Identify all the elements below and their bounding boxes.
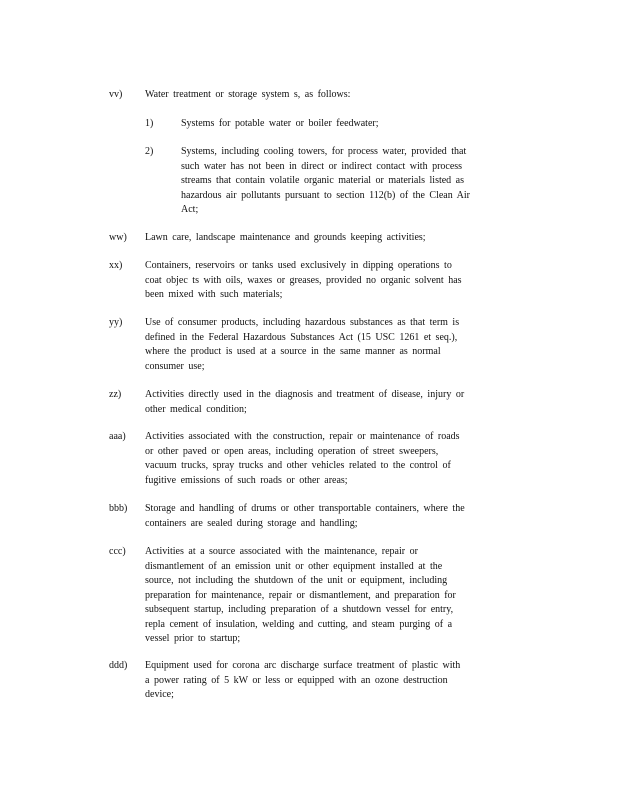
- text-line: defined in the Federal Hazardous Substances Act (15 USC 1261 et seq.),: [145, 331, 458, 343]
- text-line: Activities associated with the construction, repair or maintenance of roads: [145, 431, 460, 442]
- text-line: vacuum trucks, spray trucks and other vehicles related to the control of: [145, 460, 451, 471]
- item-text: [145, 231, 507, 246]
- item-text: [145, 545, 507, 647]
- item-label: xx): [109, 260, 123, 271]
- item-label: ww): [109, 232, 127, 243]
- item-text: [145, 316, 507, 374]
- item-label: ccc): [109, 546, 126, 557]
- text-line: vessel prior to startup;: [145, 633, 241, 644]
- text-line: such water has not been in direct or indirect contact with process: [181, 160, 463, 172]
- text-line: Use of consumer products, including hazardous substances as that term is: [145, 317, 460, 328]
- item-label: bbb): [109, 503, 128, 514]
- text-line: containers are sealed during storage and handling;: [145, 517, 358, 529]
- sub-item-label: 1): [145, 118, 154, 129]
- text-line: subsequent startup, including preparation of a shutdown vessel for entry,: [145, 604, 454, 615]
- item-text: [145, 259, 507, 303]
- text-line: Equipment used for corona arc discharge surface treatment of plastic with: [145, 660, 461, 671]
- text-line: Water treatment or storage system s, as follows:: [145, 89, 351, 100]
- text-line: repla cement of insulation, welding and cutting, and steam purging of a: [145, 618, 453, 630]
- item-text: [145, 430, 507, 488]
- text-line: fugitive emissions of such roads or other areas;: [145, 474, 348, 486]
- item-label: yy): [109, 317, 123, 328]
- text-line: Activities at a source associated with the maintenance, repair or: [145, 546, 418, 557]
- text-line: where the product is used at a source in the same manner as normal: [145, 346, 441, 357]
- item-text: [145, 388, 507, 417]
- text-line: consumer use;: [145, 360, 205, 372]
- text-line: or other paved or open areas, including operation of street sweepers,: [145, 445, 439, 457]
- text-line: a power rating of 5 kW or less or equipped with an ozone destruction: [145, 674, 448, 686]
- text-line: Lawn care, landscape maintenance and grounds keeping activities;: [145, 232, 426, 243]
- text-line: been mixed with such materials;: [145, 289, 283, 300]
- text-line: Activities directly used in the diagnosis and treatment of disease, injury or: [145, 389, 465, 400]
- item-text: [145, 88, 507, 103]
- item-label: vv): [109, 89, 123, 100]
- text-line: preparation for maintenance, repair or dismantlement, and preparation for: [145, 589, 456, 601]
- text-line: streams that contain volatile organic material or materials listed as: [181, 175, 465, 186]
- sub-item-text: [181, 117, 507, 132]
- text-line: Act;: [181, 204, 199, 215]
- text-line: device;: [145, 689, 174, 700]
- text-line: dismantlement of an emission unit or other equipment installed at the: [145, 560, 443, 572]
- text-line: hazardous air pollutants pursuant to section 112(b) of the Clean Air: [181, 189, 471, 201]
- item-label: ddd): [109, 660, 128, 671]
- item-label: aaa): [109, 431, 126, 442]
- text-line: other medical condition;: [145, 403, 247, 415]
- text-line: coat objec ts with oils, waxes or greases, provided no organic solvent has: [145, 274, 462, 286]
- text-line: Storage and handling of drums or other transportable containers, where the: [145, 503, 465, 514]
- text-line: Systems, including cooling towers, for process water, provided that: [181, 146, 467, 157]
- text-line: Containers, reservoirs or tanks used exclusively in dipping operations to: [145, 260, 452, 271]
- sub-item-text: [181, 145, 507, 218]
- item-label: zz): [109, 389, 122, 400]
- text-line: source, not including the shutdown of the unit or equipment, including: [145, 575, 448, 586]
- sub-item-label: 2): [145, 146, 154, 157]
- item-text: [145, 502, 507, 531]
- text-line: Systems for potable water or boiler feedwater;: [181, 118, 379, 129]
- item-text: [145, 659, 507, 703]
